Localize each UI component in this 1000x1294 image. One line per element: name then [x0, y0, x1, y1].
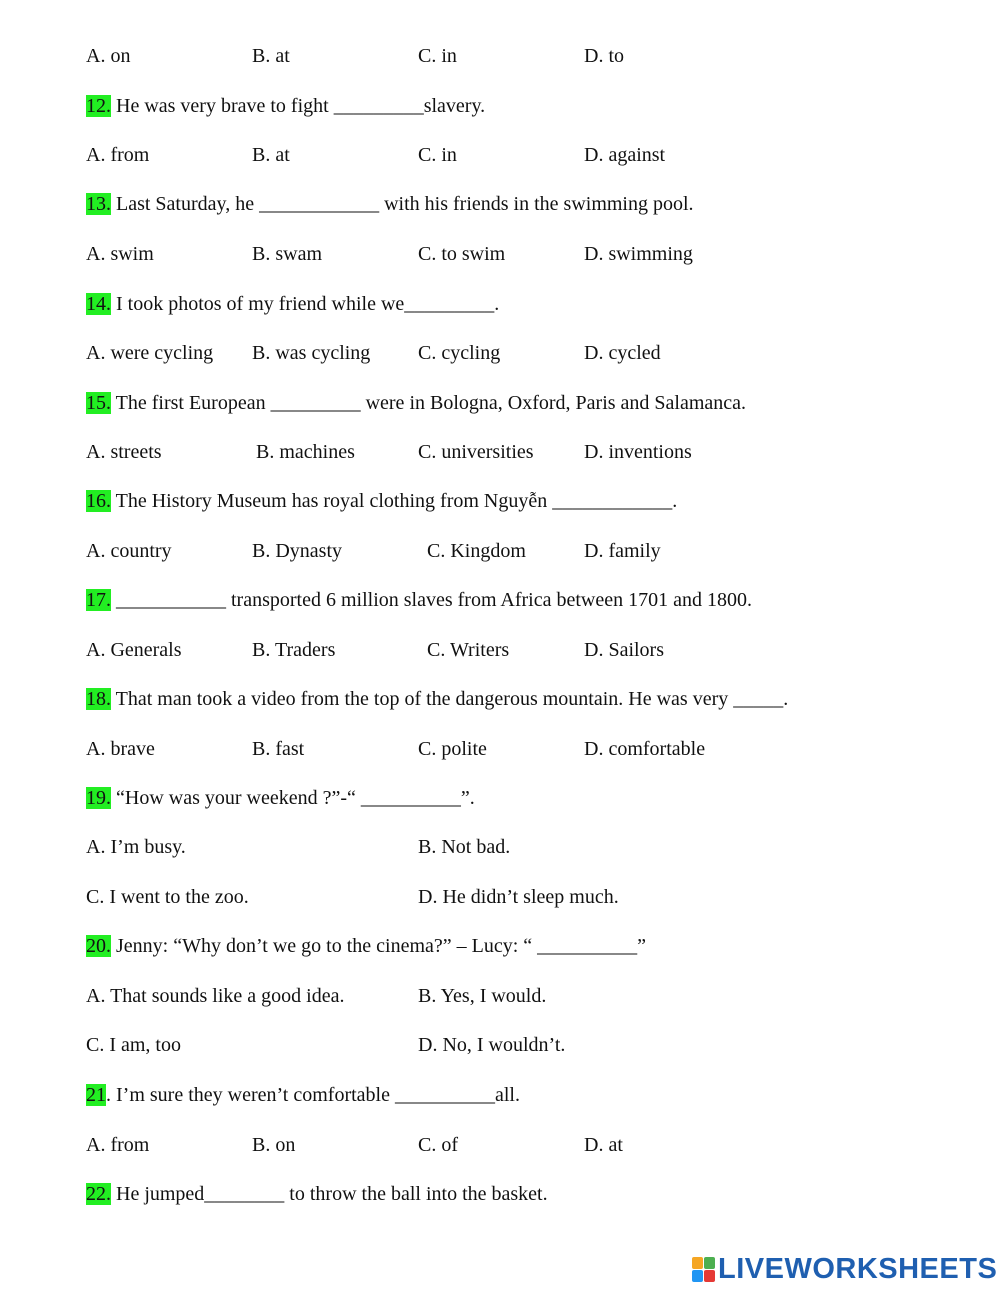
question-number: 22.: [86, 1183, 111, 1205]
logo-square-3: [692, 1270, 703, 1282]
answer-option[interactable]: C. to swim: [418, 243, 506, 265]
answer-option[interactable]: A. on: [86, 45, 131, 67]
question-text: He was very brave to fight _________slavery.: [111, 95, 486, 117]
question-text: Jenny: “Why don’t we go to the cinema?” – Lucy: “ __________”: [111, 935, 647, 957]
answer-option[interactable]: C. in: [418, 45, 457, 67]
answer-option[interactable]: B. fast: [252, 738, 305, 760]
question-number: 12.: [86, 95, 111, 117]
answer-option[interactable]: D. at: [584, 1134, 623, 1156]
answer-option[interactable]: D. comfortable: [584, 738, 706, 760]
answer-option[interactable]: D. to: [584, 45, 624, 67]
answer-option[interactable]: A. were cycling: [86, 342, 214, 364]
question-line: [86, 687, 788, 711]
answer-option[interactable]: C. of: [418, 1134, 458, 1156]
question-line: [86, 489, 677, 513]
answer-option[interactable]: C. universities: [418, 441, 534, 463]
question-number: 17.: [86, 589, 111, 611]
question-text: Last Saturday, he ____________ with his friends in the swimming pool.: [111, 193, 694, 215]
answer-option[interactable]: B. swam: [252, 243, 322, 265]
liveworksheets-logo[interactable]: [692, 1253, 997, 1285]
question-number: 20.: [86, 935, 111, 957]
logo-square-4: [704, 1270, 715, 1282]
answer-option[interactable]: B. Traders: [252, 639, 336, 661]
question-text: The History Museum has royal clothing from Nguyễn ____________.: [111, 490, 678, 512]
question-line: [86, 1182, 548, 1206]
question-number: 21: [86, 1084, 106, 1106]
answer-option[interactable]: B. at: [252, 45, 290, 67]
answer-option[interactable]: B. machines: [256, 441, 355, 463]
question-number: 14.: [86, 293, 111, 315]
question-text: That man took a video from the top of the dangerous mountain. He was very _____.: [111, 688, 789, 710]
answer-option[interactable]: C. cycling: [418, 342, 501, 364]
answer-option[interactable]: C. in: [418, 144, 457, 166]
answer-option[interactable]: B. at: [252, 144, 290, 166]
answer-option[interactable]: D. family: [584, 540, 661, 562]
answer-option[interactable]: D. Sailors: [584, 639, 664, 661]
answer-option[interactable]: A. swim: [86, 243, 154, 265]
question-line: [86, 94, 485, 118]
answer-option[interactable]: B. Dynasty: [252, 540, 342, 562]
question-text: The first European _________ were in Bologna, Oxford, Paris and Salamanca.: [111, 392, 747, 414]
answer-option[interactable]: C. Writers: [427, 639, 510, 661]
question-line: [86, 292, 499, 316]
question-text: I took photos of my friend while we_________.: [111, 293, 500, 315]
question-number: 19.: [86, 787, 111, 809]
answer-option[interactable]: B. Not bad.: [418, 836, 511, 858]
answer-option[interactable]: D. He didn’t sleep much.: [418, 886, 619, 908]
logo-square-1: [692, 1257, 703, 1269]
answer-option[interactable]: A. streets: [86, 441, 162, 463]
question-number: 16.: [86, 490, 111, 512]
question-number: 18.: [86, 688, 111, 710]
answer-option[interactable]: A. brave: [86, 738, 155, 760]
answer-option[interactable]: D. against: [584, 144, 666, 166]
question-line: [86, 192, 694, 216]
answer-option[interactable]: A. country: [86, 540, 172, 562]
answer-option[interactable]: A. That sounds like a good idea.: [86, 985, 345, 1007]
answer-option[interactable]: C. polite: [418, 738, 487, 760]
question-line: [86, 934, 646, 958]
answer-option[interactable]: C. Kingdom: [427, 540, 526, 562]
question-line: [86, 588, 752, 612]
question-line: [86, 786, 475, 810]
answer-option[interactable]: D. inventions: [584, 441, 692, 463]
answer-option[interactable]: A. I’m busy.: [86, 836, 186, 858]
question-number: 13.: [86, 193, 111, 215]
logo-text: LIVEWORKSHEETS: [718, 1252, 998, 1285]
answer-option[interactable]: B. Yes, I would.: [418, 985, 547, 1007]
logo-icon: [692, 1257, 714, 1281]
question-text: . I’m sure they weren’t comfortable __________all.: [106, 1084, 520, 1106]
answer-option[interactable]: B. on: [252, 1134, 296, 1156]
logo-square-2: [704, 1257, 715, 1269]
answer-option[interactable]: A. from: [86, 144, 150, 166]
answer-option[interactable]: D. cycled: [584, 342, 661, 364]
answer-option[interactable]: B. was cycling: [252, 342, 371, 364]
answer-option[interactable]: C. I went to the zoo.: [86, 886, 249, 908]
answer-option[interactable]: A. Generals: [86, 639, 182, 661]
answer-option[interactable]: C. I am, too: [86, 1034, 181, 1056]
question-text: “How was your weekend ?”-“ __________”.: [111, 787, 475, 809]
question-number: 15.: [86, 392, 111, 414]
question-text: He jumped________ to throw the ball into the basket.: [111, 1183, 548, 1205]
question-line: [86, 1083, 520, 1107]
answer-option[interactable]: D. swimming: [584, 243, 693, 265]
question-line: [86, 391, 746, 415]
answer-option[interactable]: A. from: [86, 1134, 150, 1156]
answer-option[interactable]: D. No, I wouldn’t.: [418, 1034, 566, 1056]
question-text: ___________ transported 6 million slaves from Africa between 1701 and 1800.: [111, 589, 752, 611]
